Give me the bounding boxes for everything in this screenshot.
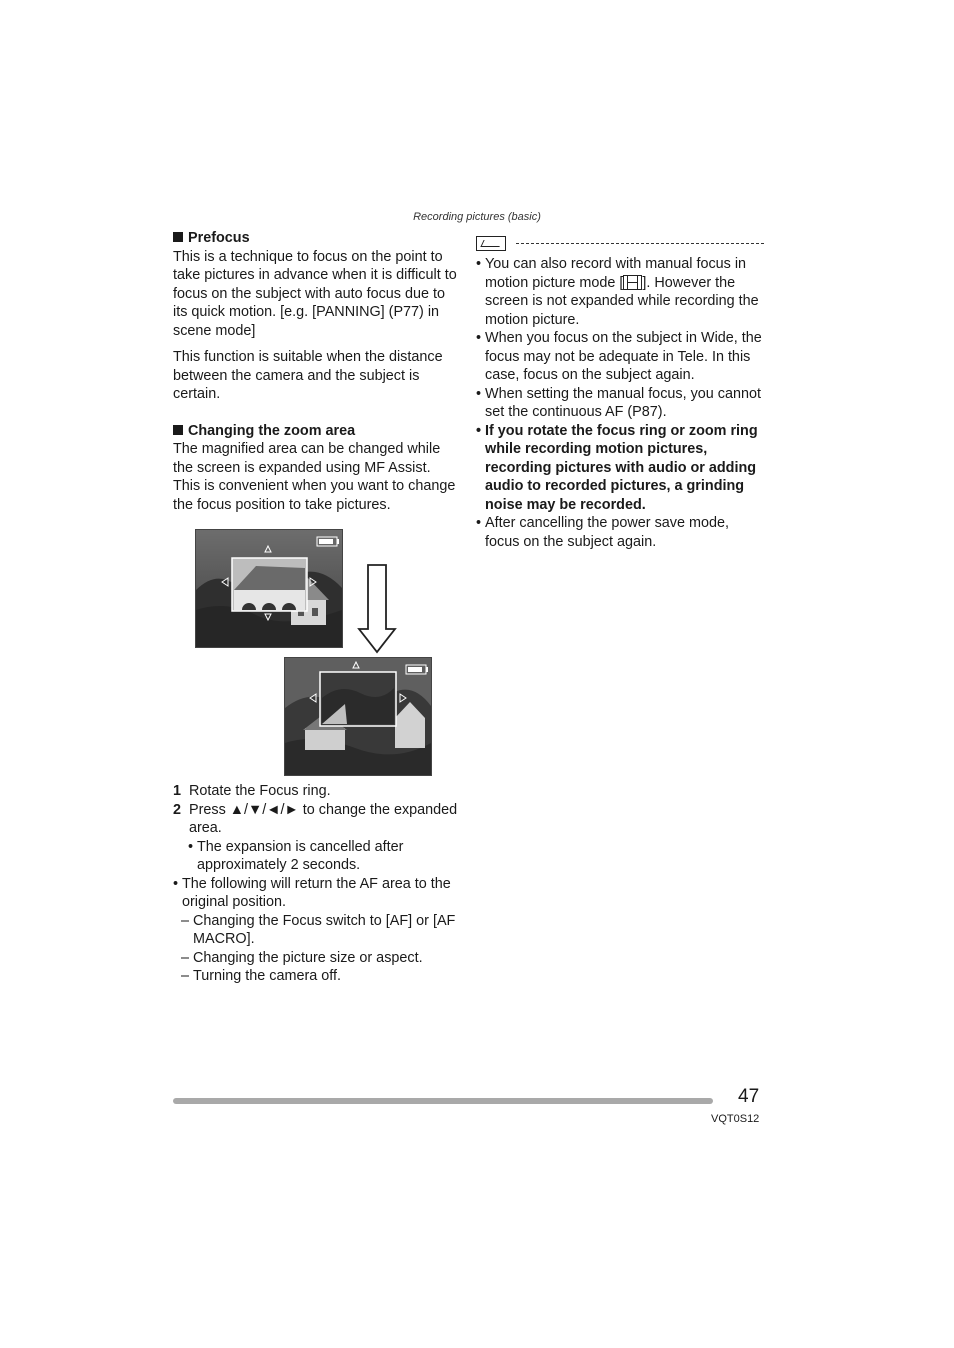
prefocus-paragraph-2: This function is suitable when the distance between the camera and the subject is certain. <box>173 349 443 402</box>
note-bullet-1: • You can also record with manual focus in motion picture mode [ ]. However the screen is not expanded while recording the motion picture. <box>476 255 764 329</box>
square-bullet-icon <box>173 232 183 242</box>
return-af-bullet: • The following will return the AF area to the original position. <box>173 875 458 912</box>
step-2-note: • The expansion is cancelled after approximately 2 seconds. <box>173 838 458 875</box>
prefocus-paragraph-1: This is a technique to focus on the point to take pictures in advance when it is difficult to focus on the subject with auto focus due to its quick motion. [e.g. [PANNING] (P77) in scene mode] <box>173 248 457 339</box>
screen-after-image <box>285 658 431 775</box>
screen-before-image <box>196 530 342 647</box>
left-column-bottom <box>173 782 458 986</box>
footer-bar <box>173 1098 713 1104</box>
zoom-paragraph: The magnified area can be changed while the screen is expanded using MF Assist. This is convenient when you want to change the focus position to take pictures. <box>173 441 456 513</box>
step-2: 2 Press ▲/▼/◄/► to change the expanded area. <box>173 801 458 836</box>
square-bullet-icon <box>173 425 183 435</box>
notes-column <box>476 234 764 551</box>
page-number: 47 <box>738 1086 760 1107</box>
return-item: – Changing the Focus switch to [AF] or [AF MACRO]. <box>173 912 458 949</box>
note-divider <box>516 243 764 244</box>
film-icon <box>623 275 642 290</box>
note-bullet-2: • When you focus on the subject in Wide, the focus may not be adequate in Tele. In this case, focus on the subject again. <box>476 329 764 385</box>
mf-assist-screen-after <box>284 657 432 776</box>
note-header <box>476 234 764 252</box>
note-bullet-3: • When setting the manual focus, you cannot set the continuous AF (P87). <box>476 385 764 422</box>
return-item: – Turning the camera off. <box>173 967 458 986</box>
running-head: Recording pictures (basic) <box>413 211 541 223</box>
document-code: VQT0S12 <box>711 1113 760 1125</box>
note-pencil-icon <box>476 236 506 251</box>
mf-assist-screen-before <box>195 529 343 648</box>
left-column-top <box>173 229 458 514</box>
down-arrow-icon <box>356 563 398 655</box>
note-bullet-5: • After cancelling the power save mode, focus on the subject again. <box>476 514 764 551</box>
step-1: 1 Rotate the Focus ring. <box>173 783 331 799</box>
zoom-heading: Changing the zoom area <box>173 422 458 441</box>
return-item: – Changing the picture size or aspect. <box>173 949 458 968</box>
note-bullet-4: • If you rotate the focus ring or zoom ring while recording motion pictures, recording pictures with audio or adding audio to recorded pictures, a grinding noise may be recorded. <box>476 422 764 515</box>
prefocus-heading: Prefocus <box>173 229 458 248</box>
